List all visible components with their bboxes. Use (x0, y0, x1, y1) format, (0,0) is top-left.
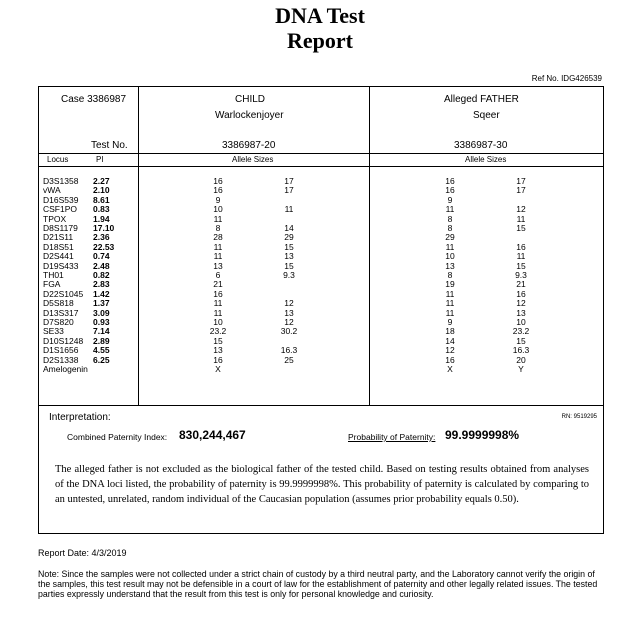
father-test-no: 3386987-30 (454, 140, 508, 151)
paternity-index: 3.09 (93, 307, 110, 318)
child-allele-1: 11 (213, 213, 223, 224)
locus-name: CSF1PO (43, 204, 78, 215)
locus-name: D2S1338 (43, 354, 79, 365)
father-allele-1: 9 (447, 317, 453, 327)
locus-name: Amelogenin (43, 364, 88, 374)
child-allele-1: 11 (213, 251, 223, 262)
father-allele-1: X (447, 364, 453, 374)
father-allele-2: 16.3 (512, 345, 530, 356)
locus-name: D13S317 (43, 307, 79, 318)
father-allele-2: 15 (516, 260, 526, 271)
locus-name: D8S1179 (43, 223, 78, 233)
child-allele-2: 13 (284, 251, 294, 262)
child-allele-1: 10 (213, 317, 223, 327)
father-allele-2: Y (518, 364, 524, 374)
father-allele-1: 14 (445, 335, 455, 346)
father-allele-1: 12 (445, 345, 455, 356)
table-bottom-divider (39, 405, 603, 406)
child-allele-2: 15 (284, 241, 294, 252)
paternity-index: 4.55 (93, 345, 110, 356)
locus-name: D7S820 (43, 317, 74, 327)
child-allele-1: 13 (213, 345, 223, 356)
locus-name: D3S1358 (43, 176, 79, 186)
father-allele-1: 8 (447, 223, 453, 233)
child-allele-1: 28 (213, 232, 223, 243)
child-allele-2: 25 (284, 354, 294, 365)
child-allele-1: 13 (213, 260, 223, 271)
father-allele-2: 11 (516, 213, 526, 224)
paternity-index: 2.83 (93, 279, 110, 290)
father-allele-2: 12 (516, 298, 526, 309)
child-allele-1: 6 (215, 270, 221, 280)
paternity-index: 7.14 (93, 326, 110, 337)
father-allele-2: 12 (516, 204, 526, 215)
paternity-index: 0.83 (93, 204, 110, 215)
father-allele-2: 21 (516, 279, 526, 290)
locus-name: vWA (43, 185, 61, 196)
report-date: Report Date: 4/3/2019 (38, 548, 127, 558)
child-allele-2: 9.3 (283, 270, 295, 280)
paternity-index: 6.25 (93, 354, 110, 365)
paternity-index: 1.37 (93, 298, 110, 309)
subheader-divider (39, 166, 603, 167)
paternity-index: 0.93 (93, 317, 110, 327)
father-allele-2: 9.3 (515, 270, 527, 280)
locus-name: SE33 (43, 326, 64, 337)
child-allele-2: 29 (284, 232, 294, 243)
paternity-index: 0.82 (93, 270, 110, 280)
cpi-label: Combined Paternity Index: (67, 432, 168, 442)
father-allele-2: 20 (516, 354, 526, 365)
test-no-label: Test No. (91, 140, 128, 151)
interpretation-narrative: The alleged father is not excluded as the biological father of the tested child. Based on testing results obtained from analyses of the DNA loci listed, the probability of paternity is 99.9999998%. This probability of paternity is calculated by comparing to an untested, unrelated, random individual of the Caucasian population (assumes prior probability equals 0.50). (55, 464, 589, 505)
child-allele-2: 12 (284, 298, 294, 309)
child-allele-1: 16 (213, 176, 223, 186)
child-label: CHILD (235, 94, 266, 105)
paternity-index: 22.53 (93, 241, 115, 252)
child-allele-1: 16 (213, 185, 223, 196)
father-allele-2: 16 (516, 288, 526, 299)
father-allele-2: 16 (516, 241, 526, 252)
locus-name: D22S1045 (43, 288, 84, 299)
locus-name: D2S441 (43, 251, 74, 262)
paternity-index: 2.27 (93, 176, 110, 186)
child-allele-2: 14 (284, 223, 294, 233)
probability-value: 99.9999998% (445, 428, 520, 442)
locus-row (39, 364, 605, 374)
paternity-index: 17.10 (93, 223, 115, 233)
father-allele-header: Allele Sizes (465, 155, 507, 164)
disclaimer-note: Note: Since the samples were not collected under a strict chain of custody by a third neutral party, and the Laboratory cannot verify the origin of the samples, this test result may not be defensible in a court of law for the establishment of paternity and other legally related issues. The tested parties expressly understand that the result from this test is only for personal knowledge and curiosity. (38, 569, 598, 599)
locus-name: D5S818 (43, 298, 74, 309)
father-allele-2: 13 (516, 307, 526, 318)
father-allele-2: 15 (516, 335, 526, 346)
father-allele-1: 11 (445, 241, 455, 252)
locus-name: D1S1656 (43, 345, 79, 356)
father-allele-2: 10 (516, 317, 526, 327)
father-allele-1: 11 (445, 307, 455, 318)
child-test-no: 3386987-20 (222, 140, 276, 151)
child-allele-1: 23.2 (209, 326, 227, 337)
locus-name: D18S51 (43, 241, 74, 252)
child-allele-1: X (215, 364, 221, 374)
father-allele-1: 13 (445, 260, 455, 271)
child-allele-2: 15 (284, 260, 294, 271)
father-allele-1: 18 (445, 326, 455, 337)
child-allele-1: 11 (213, 241, 223, 252)
child-allele-2: 16.3 (280, 345, 298, 356)
locus-name: D21S11 (43, 232, 74, 243)
header-divider (39, 153, 603, 154)
child-allele-2: 17 (284, 176, 294, 186)
interpretation-label: Interpretation: (49, 412, 111, 423)
father-allele-1: 8 (447, 270, 453, 280)
child-allele-1: 9 (215, 194, 221, 205)
father-allele-1: 8 (447, 213, 453, 224)
locus-name: D19S433 (43, 260, 79, 271)
rn-number: RN: 9519295 (561, 414, 597, 420)
child-allele-1: 11 (213, 298, 223, 309)
father-name: Sqeer (473, 110, 500, 121)
father-allele-2: 17 (516, 185, 526, 196)
paternity-index: 2.36 (93, 232, 110, 243)
paternity-index: 2.48 (93, 260, 110, 271)
father-allele-1: 10 (445, 251, 455, 262)
father-allele-2: 11 (516, 251, 526, 262)
paternity-index: 2.10 (93, 185, 110, 196)
report-title-line1: DNA Test (275, 3, 365, 28)
locus-name: D10S1248 (43, 335, 84, 346)
father-allele-2: 15 (516, 223, 526, 233)
father-label: Alleged FATHER (444, 94, 519, 105)
locus-name: TH01 (43, 270, 64, 280)
pi-column-header: PI (96, 155, 104, 164)
locus-name: D16S539 (43, 194, 79, 205)
report-title-line2: Report (287, 28, 353, 53)
father-allele-1: 11 (445, 298, 455, 309)
reference-number: Ref No. IDG426539 (531, 74, 602, 83)
child-allele-header: Allele Sizes (232, 155, 274, 164)
locus-column-header: Locus (47, 155, 69, 164)
father-allele-1: 29 (445, 232, 455, 243)
locus-name: FGA (43, 279, 61, 290)
child-allele-1: 11 (213, 307, 223, 318)
child-allele-2: 13 (284, 307, 294, 318)
child-allele-1: 8 (215, 223, 221, 233)
cpi-value: 830,244,467 (179, 428, 246, 442)
father-allele-1: 9 (447, 194, 453, 205)
child-allele-1: 10 (213, 204, 223, 215)
locus-name: TPOX (43, 213, 67, 224)
child-name: Warlockenjoyer (215, 110, 284, 121)
father-allele-1: 19 (445, 279, 455, 290)
child-allele-2: 17 (284, 185, 294, 196)
results-box (38, 86, 604, 534)
child-allele-2: 11 (284, 204, 294, 215)
paternity-index: 0.74 (93, 251, 110, 262)
child-allele-1: 15 (213, 335, 223, 346)
father-allele-1: 11 (445, 288, 455, 299)
child-allele-2: 12 (284, 317, 294, 327)
paternity-index: 1.94 (93, 213, 110, 224)
child-allele-1: 16 (213, 354, 223, 365)
child-allele-1: 21 (213, 279, 223, 290)
father-allele-2: 23.2 (512, 326, 530, 337)
father-allele-1: 11 (445, 204, 455, 215)
father-allele-1: 16 (445, 354, 455, 365)
child-allele-2: 30.2 (280, 326, 298, 337)
father-allele-1: 16 (445, 176, 455, 186)
probability-label: Probability of Paternity: (348, 432, 436, 442)
father-allele-2: 17 (516, 176, 526, 186)
father-allele-1: 16 (445, 185, 455, 196)
paternity-index: 8.61 (93, 194, 110, 205)
paternity-index: 1.42 (93, 288, 110, 299)
paternity-index: 2.89 (93, 335, 110, 346)
case-number: Case 3386987 (61, 94, 127, 105)
child-allele-1: 16 (213, 288, 223, 299)
